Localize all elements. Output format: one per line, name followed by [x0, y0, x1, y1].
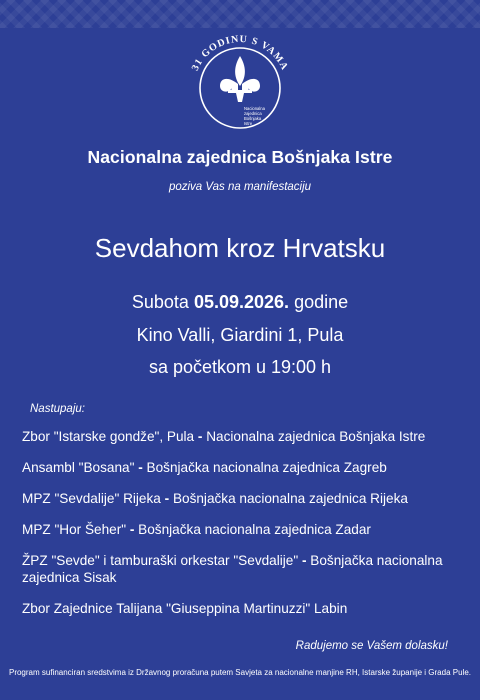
- performer-separator: -: [160, 491, 173, 506]
- lily-flower-icon: [220, 56, 260, 102]
- event-time: sa početkom u 19:00 h: [148, 357, 332, 377]
- emblem-ring-text: 31 GODINU S VAMA: [189, 33, 291, 73]
- emblem-inner-text-1: Nacionalna: [244, 106, 265, 111]
- performer-name: Ansambl "Bosana": [22, 460, 135, 475]
- performer-name: ŽPZ "Sevde" i tamburaški orkestar "Sevdalije": [22, 553, 299, 568]
- emblem-inner-text-2: zajednica: [244, 111, 262, 116]
- performer-separator: -: [298, 553, 311, 568]
- performer-item: [22, 459, 474, 476]
- performer-organization: Bošnjačka nacionalna zajednica Zagreb: [146, 460, 387, 475]
- emblem-inner-text-3: Bošnjaka: [244, 116, 262, 121]
- event-title: Sevdahom kroz Hrvatsku: [94, 233, 386, 263]
- performer-item: [22, 428, 474, 445]
- performers-list: [22, 428, 474, 631]
- performer-separator: -: [134, 460, 147, 475]
- date-suffix: godine: [294, 292, 349, 312]
- performer-item: [22, 521, 474, 538]
- organization-title: Nacionalna zajednica Bošnjaka Istre: [87, 147, 393, 167]
- date-prefix: Subota: [131, 292, 189, 312]
- performer-name: MPZ "Sevdalije" Rijeka: [22, 491, 161, 506]
- performer-organization: Bošnjačka nacionalna zajednica Zadar: [138, 522, 371, 537]
- performer-organization: Bošnjačka nacionalna zajednica Rijeka: [172, 491, 408, 506]
- performer-name: MPZ "Hor Šeher": [22, 522, 127, 537]
- performer-separator: -: [194, 429, 207, 444]
- event-place: Kino Valli, Giardini 1, Pula: [136, 325, 344, 345]
- emblem-logo: [180, 26, 300, 136]
- funding-note: Program sufinanciran sredstvima iz Državnog proračuna putem Savjeta za nacionalne manjine RH, Istarske županije i Grada Pule.: [8, 668, 471, 677]
- decorative-pattern: [0, 0, 480, 28]
- event-date: [0, 292, 480, 313]
- performer-organization: Nacionalna zajednica Bošnjaka Istre: [206, 429, 426, 444]
- performer-organization: Bošnjačka nacionalna zajednica Sisak: [22, 553, 443, 585]
- performer-separator: -: [126, 522, 139, 537]
- performer-name: Zbor "Istarske gondže", Pula: [22, 429, 195, 444]
- invitation-text: poziva Vas na manifestaciju: [168, 181, 312, 193]
- emblem-inner-text-4: Istre: [244, 121, 253, 126]
- performers-label: Nastupaju:: [30, 403, 85, 415]
- performer-name: Zbor Zajednice Talijana "Giuseppina Martinuzzi" Labin: [22, 601, 348, 616]
- date-value: 05.09.2026.: [193, 292, 290, 312]
- performer-item: [22, 490, 474, 507]
- performer-item: [22, 600, 474, 617]
- performer-item: [22, 552, 474, 586]
- closing-text: Radujemo se Vašem dolasku!: [295, 640, 448, 652]
